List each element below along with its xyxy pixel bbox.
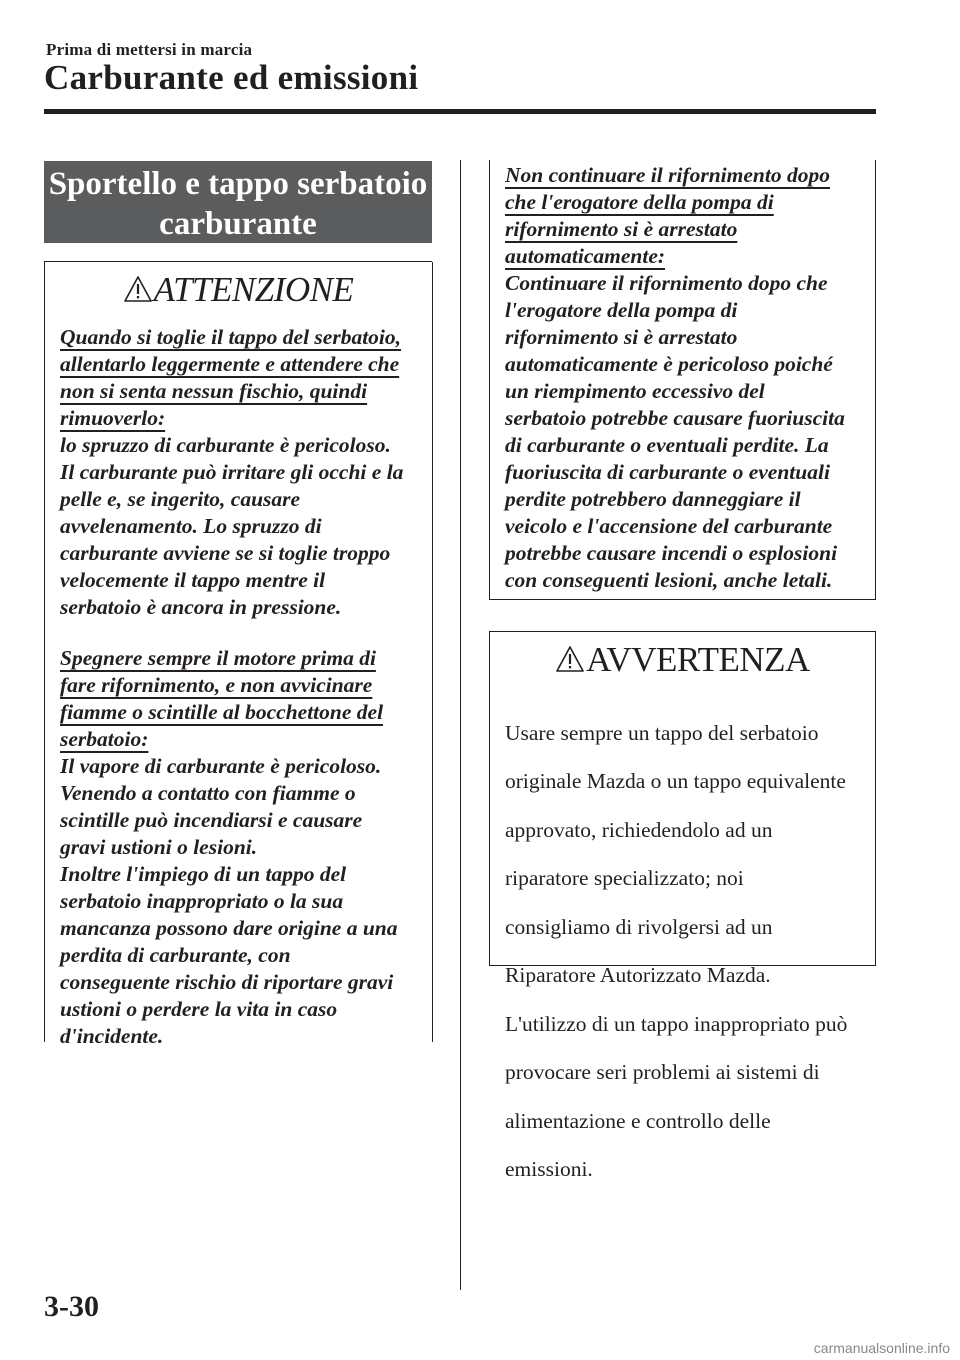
body-line: carburante avviene se si toglie troppo <box>60 541 391 565</box>
subhead-line <box>505 216 867 243</box>
subhead: fare rifornimento, e non avvicinare <box>60 673 373 697</box>
continuation-body <box>490 160 875 594</box>
subhead: serbatoio: <box>60 727 149 751</box>
subhead: rimuoverlo: <box>60 406 166 430</box>
subhead-line <box>60 378 420 405</box>
body-line: veicolo e l'accensione del carburante <box>505 514 833 538</box>
body-line: automaticamente è pericoloso poiché <box>505 352 833 376</box>
avvertenza-heading-text: AVVERTENZA <box>586 640 810 679</box>
subhead-line <box>505 243 867 270</box>
body-line: scintille può incendiarsi e causare <box>60 808 363 832</box>
subhead-line <box>60 726 420 753</box>
body-line: lo spruzzo di carburante è pericoloso. <box>60 433 391 457</box>
body-line: un riempimento eccessivo del <box>505 379 765 403</box>
subhead: Quando si toglie il tappo del serbatoio, <box>60 325 402 349</box>
subhead: automaticamente: <box>505 244 666 268</box>
body-line: fuoriuscita di carburante o eventuali <box>505 460 830 484</box>
body-line: alimentazione e controllo delle <box>505 1108 771 1133</box>
body-line: approvato, richiedendolo ad un <box>505 817 773 842</box>
watermark: carmanualsonline.info <box>813 1340 950 1356</box>
subhead: che l'erogatore della pompa di <box>505 190 774 214</box>
body-line: L'utilizzo di un tappo inappropriato può <box>505 1011 848 1036</box>
body-line: Usare sempre un tappo del serbatoio <box>505 720 819 745</box>
avvertenza-body <box>490 680 875 1183</box>
warning-triangle-icon <box>123 275 153 303</box>
body-line: Riparatore Autorizzato Mazda. <box>505 963 771 987</box>
subhead-line <box>505 189 867 216</box>
body-line: di carburante o eventuali perdite. La <box>505 433 829 457</box>
body-line: conseguente rischio di riportare gravi <box>60 970 394 994</box>
running-header-title: Carburante ed emissioni <box>44 58 419 97</box>
subhead-line <box>60 324 420 351</box>
subhead: Spegnere sempre il motore prima di <box>60 646 376 670</box>
column-divider <box>460 160 461 1290</box>
body-line: velocemente il tappo mentre il <box>60 568 326 592</box>
subhead-line <box>505 162 867 189</box>
avvertenza-heading <box>490 640 875 680</box>
body-line: Il carburante può irritare gli occhi e la <box>60 460 404 484</box>
body-line: consigliamo di rivolgersi ad un <box>505 914 773 939</box>
subhead-line <box>60 672 420 699</box>
body-line: originale Mazda o un tappo equivalente <box>505 769 846 793</box>
subhead: Non continuare il rifornimento dopo <box>505 163 830 187</box>
body-line: serbatoio potrebbe causare fuoriuscita <box>505 406 845 430</box>
body-line: ustioni o perdere la vita in caso <box>60 997 338 1021</box>
body-line: Venendo a contatto con fiamme o <box>60 781 356 805</box>
body-line: pelle e, se ingerito, causare <box>60 487 301 511</box>
paragraph-gap <box>60 621 420 645</box>
subhead: allentarlo leggermente e attendere che <box>60 352 400 376</box>
attenzione-box <box>44 261 432 1048</box>
body-line: avvelenamento. Lo spruzzo di <box>60 514 322 538</box>
page-number: 3-30 <box>44 1290 99 1323</box>
header-rule <box>44 109 876 114</box>
subhead: non si senta nessun fischio, quindi <box>60 379 368 403</box>
body-line: emissioni. <box>505 1157 593 1181</box>
body-line: serbatoio inappropriato o la sua <box>60 889 344 913</box>
body-line: provocare seri problemi ai sistemi di <box>505 1060 820 1084</box>
subhead: fiamme o scintille al bocchettone del <box>60 700 384 724</box>
subhead: rifornimento si è arrestato <box>505 217 738 241</box>
running-header-section: Prima di mettersi in marcia <box>46 40 253 59</box>
attenzione-continuation-box <box>489 160 876 600</box>
body-line: con conseguenti lesioni, anche letali. <box>505 568 833 592</box>
body-line: perdite potrebbero danneggiare il <box>505 487 801 511</box>
attenzione-heading <box>44 270 432 310</box>
subhead-line <box>60 351 420 378</box>
subhead-line <box>60 405 420 432</box>
section-title-line2: carburante <box>159 206 317 242</box>
body-line: mancanza possono dare origine a una <box>60 916 398 940</box>
body-line: serbatoio è ancora in pressione. <box>60 595 342 619</box>
body-line: rifornimento si è arrestato <box>505 325 738 349</box>
body-line: potrebbe causare incendi o esplosioni <box>505 541 838 565</box>
body-line: d'incidente. <box>60 1024 164 1048</box>
avvertenza-box <box>489 631 876 1181</box>
body-line: Il vapore di carburante è pericoloso. <box>60 754 382 778</box>
body-line: Continuare il rifornimento dopo che <box>505 271 828 295</box>
body-line: Inoltre l'impiego di un tappo del <box>60 862 347 886</box>
body-line: perdita di carburante, con <box>60 943 291 967</box>
subhead-line <box>60 699 420 726</box>
body-line: gravi ustioni o lesioni. <box>60 835 258 859</box>
body-line: l'erogatore della pompa di <box>505 298 738 322</box>
subhead-line <box>60 645 420 672</box>
attenzione-body <box>44 310 432 1050</box>
section-title-line1: Sportello e tappo serbatoio <box>48 166 428 202</box>
warning-triangle-icon <box>555 645 585 673</box>
section-title <box>44 161 432 243</box>
attenzione-heading-text: ATTENZIONE <box>153 270 354 309</box>
body-line: riparatore specializzato; noi <box>505 866 744 890</box>
